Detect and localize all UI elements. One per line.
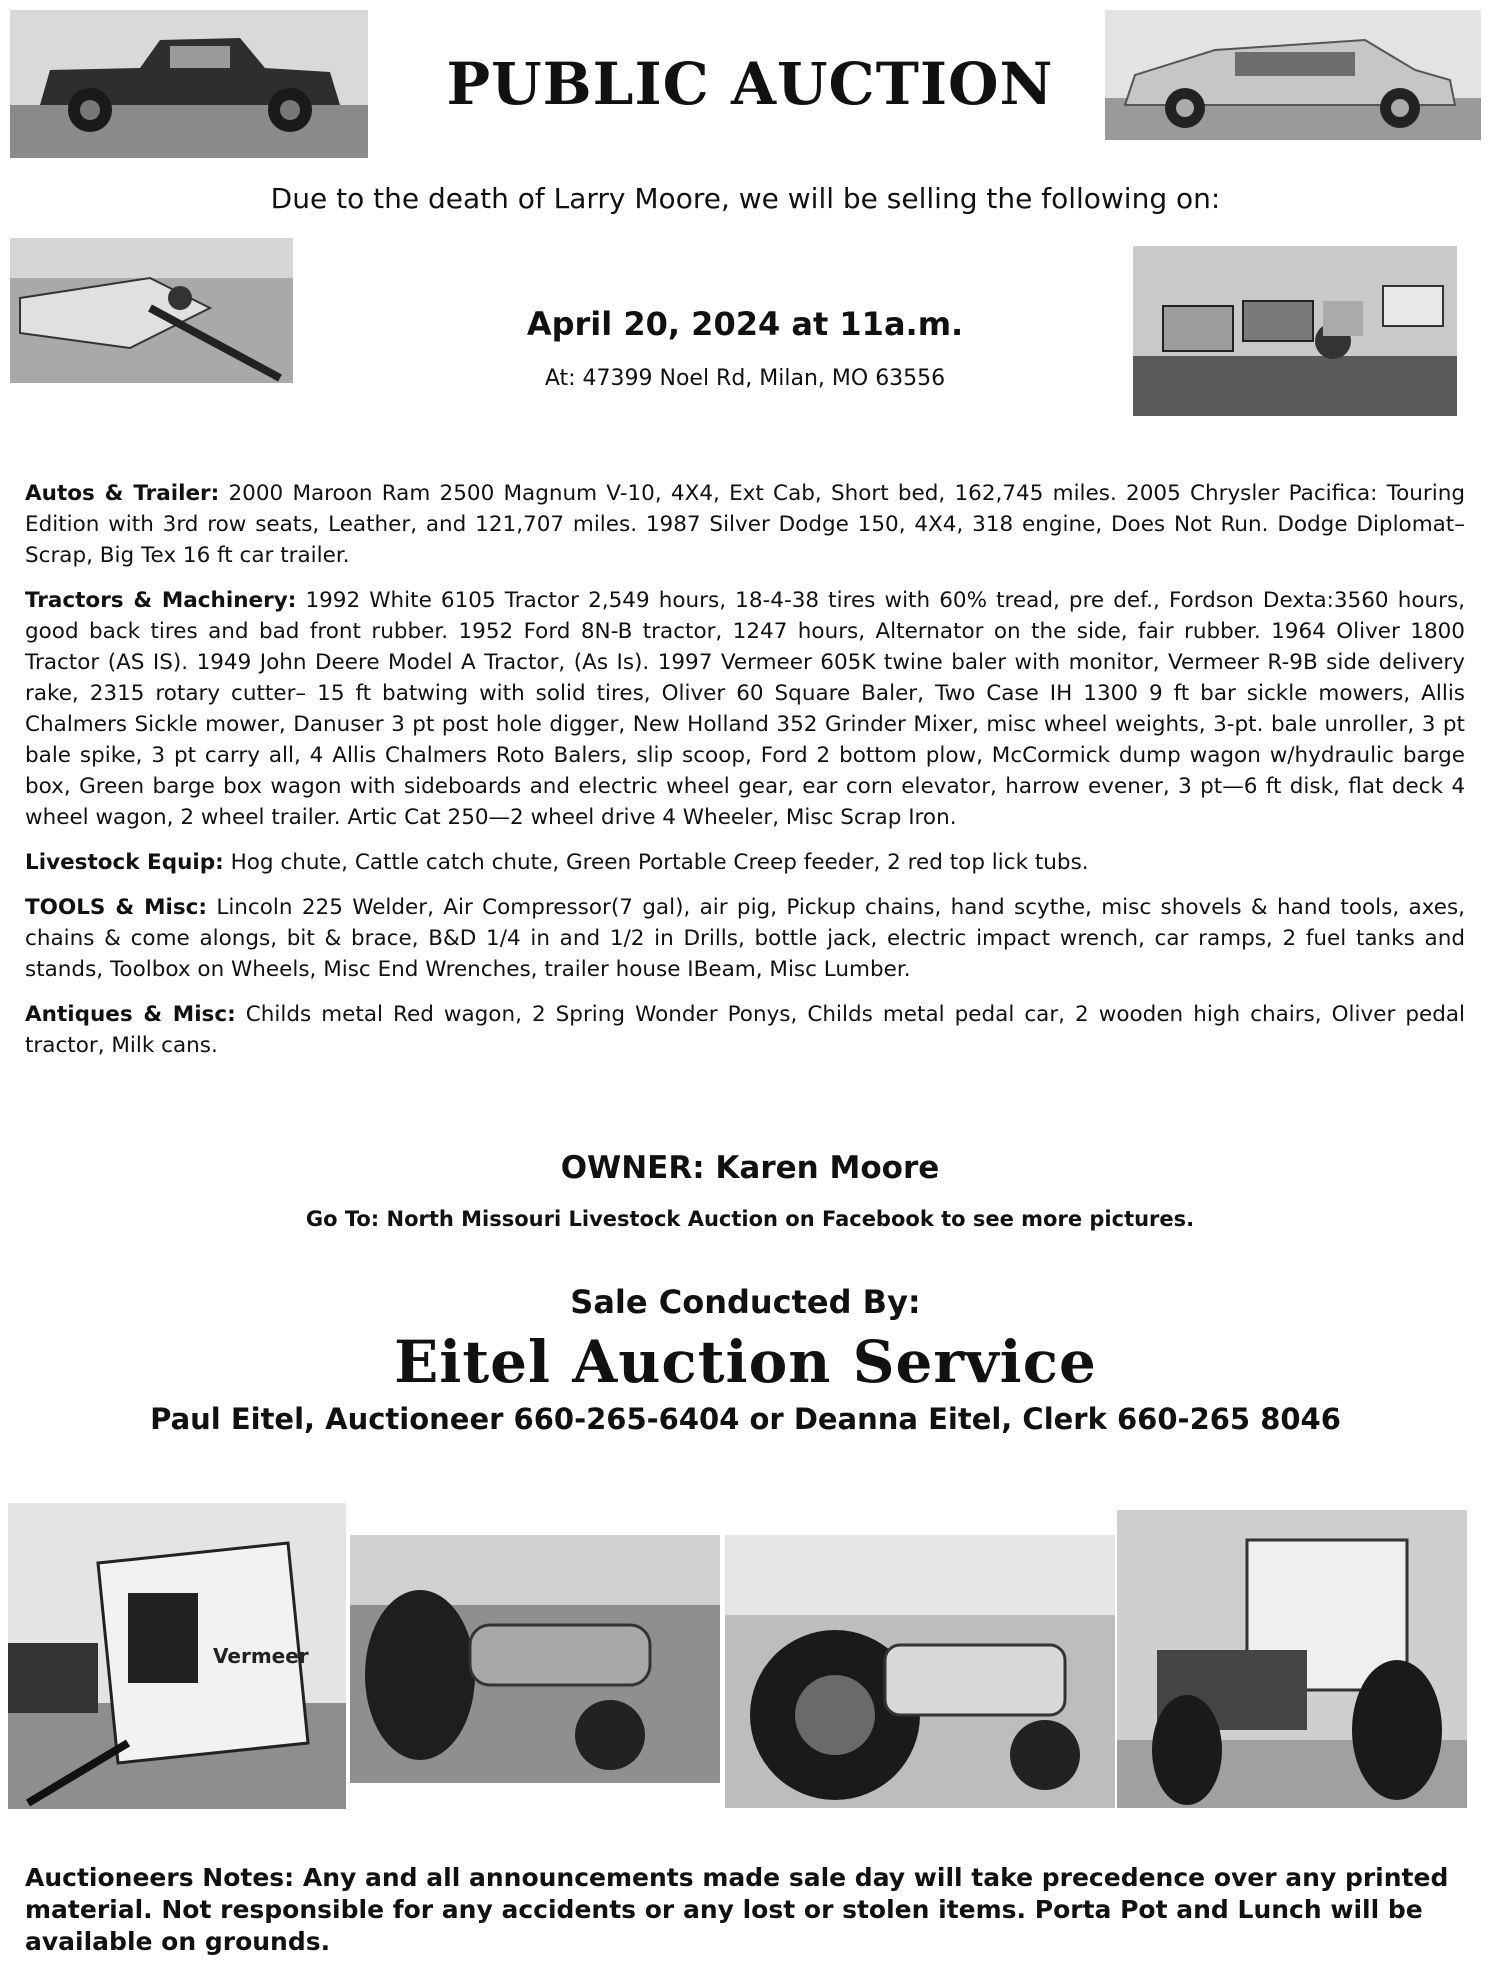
section-text: Childs metal Red wagon, 2 Spring Wonder Ponys, Childs metal pedal car, 2 wooden high chairs, Oliver pedal tractor, Milk cans. bbox=[25, 1002, 1465, 1058]
ford-8n-tractor-photo bbox=[725, 1535, 1115, 1808]
auction-date: April 20, 2024 at 11a.m. bbox=[526, 305, 964, 343]
autos-trailer-section bbox=[25, 478, 1465, 571]
owner-line: OWNER: Karen Moore bbox=[560, 1150, 940, 1186]
vermeer-baler-photo bbox=[8, 1503, 346, 1809]
chrysler-pacifica-photo bbox=[1105, 10, 1481, 140]
antiques-misc-section bbox=[25, 999, 1465, 1061]
auction-address: At: 47399 Noel Rd, Milan, MO 63556 bbox=[544, 366, 946, 391]
section-text: 2000 Maroon Ram 2500 Magnum V-10, 4X4, Ext Cab, Short bed, 162,745 miles. 2005 Chrysler Pacifica: Touring Edition with 3rd row seats, Leather, and 121,707 miles. 1987 Silver Dodge 150, 4X4, 318 engine, Does Not Run. Dodge Diplomat– Scrap, Big Tex 16 ft car trailer. bbox=[25, 481, 1465, 568]
facebook-reference: Go To: North Missouri Livestock Auction on Facebook to see more pictures. bbox=[305, 1207, 1195, 1231]
batwing-mower-photo bbox=[10, 238, 293, 383]
section-text: Lincoln 225 Welder, Air Compressor(7 gal), air pig, Pickup chains, hand scythe, misc shovels & hand tools, axes, chains & come alongs, bit & brace, B&D 1/4 in and 1/2 in Drills, bottle jack, electric impact wrench, car ramps, 2 fuel tanks and stands, Toolbox on Wheels, Misc End Wrenches, trailer house IBeam, Misc Lumber. bbox=[25, 895, 1465, 982]
company-name: Eitel Auction Service bbox=[394, 1328, 1097, 1396]
section-text: 1992 White 6105 Tractor 2,549 hours, 18-4-38 tires with 60% tread, pre def., Fordson Dexta:3560 hours, good back tires and bad front rubber. 1952 Ford 8N-B tractor, 1247 hours, Alternator on the side, fair rubber. 1964 Oliver 1800 Tractor (AS IS). 1949 John Deere Model A Tractor, (As Is). 1997 Vermeer 605K twine baler with monitor, Vermeer R-9B side delivery rake, 2315 rotary cutter– 15 ft batwing with solid tires, Oliver 60 Square Baler, Two Case IH 1300 9 ft bar sickle mowers, Allis Chalmers Sickle mower, Danuser 3 pt post hole digger, New Holland 352 Grinder Mixer, misc wheel weights, 3-pt. bale unroller, 3 pt bale spike, 3 pt carry all, 4 Allis Chalmers Roto Balers, slip scoop, Ford 2 bottom plow, McCormick dump wagon w/hydraulic barge box, Green barge box wagon with sideboards and electric wheel gear, ear corn elevator, harrow evener, 3 pt—6 ft disk, flat deck 4 wheel wagon, 2 wheel trailer. Artic Cat 250—2 wheel drive 4 Wheeler, Misc Scrap Iron. bbox=[25, 588, 1465, 830]
contact-line: Paul Eitel, Auctioneer 660-265-6404 or Deanna Eitel, Clerk 660-265 8046 bbox=[150, 1402, 1341, 1436]
white-6105-tractor-photo bbox=[1117, 1510, 1467, 1808]
baler-brand-label: Vermeer bbox=[213, 1644, 309, 1668]
section-label: Livestock Equip: bbox=[25, 850, 224, 875]
antique-wagons-photo bbox=[1133, 246, 1457, 416]
section-label: Tractors & Machinery: bbox=[25, 588, 297, 613]
section-label: TOOLS & Misc: bbox=[25, 895, 208, 920]
intro-text: Due to the death of Larry Moore, we will be selling the following on: bbox=[270, 182, 1221, 215]
tools-misc-section bbox=[25, 892, 1465, 985]
auctioneers-notes: Auctioneers Notes: Any and all announcements made sale day will take precedence over any printed material. Not responsible for any accidents or any lost or stolen items. Porta Pot and Lunch will be available on grounds. bbox=[25, 1863, 1449, 1956]
livestock-equip-section bbox=[25, 847, 1465, 878]
item-listings bbox=[25, 478, 1465, 1075]
section-label: Antiques & Misc: bbox=[25, 1002, 236, 1027]
conducted-by-label: Sale Conducted By: bbox=[570, 1283, 921, 1321]
pickup-truck-photo bbox=[10, 10, 368, 158]
section-text: Hog chute, Cattle catch chute, Green Portable Creep feeder, 2 red top lick tubs. bbox=[223, 850, 1089, 875]
tractors-machinery-section bbox=[25, 585, 1465, 833]
section-label: Autos & Trailer: bbox=[25, 481, 220, 506]
auction-title: PUBLIC AUCTION bbox=[446, 50, 1054, 118]
fordson-tractor-photo bbox=[350, 1535, 720, 1783]
